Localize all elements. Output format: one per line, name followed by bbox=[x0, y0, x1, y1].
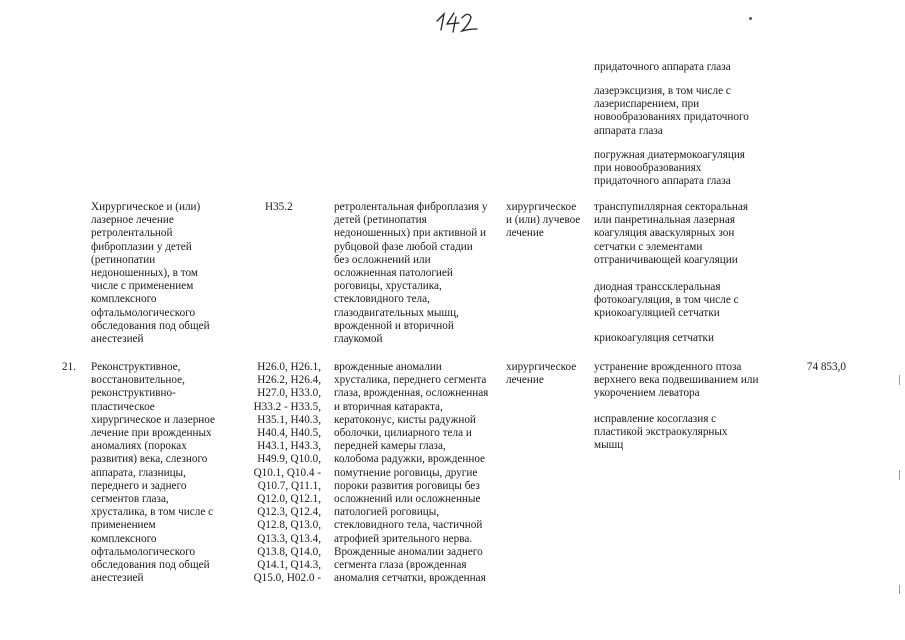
text-line: Q12.3, Q12.4, bbox=[257, 506, 321, 519]
method-block bbox=[594, 413, 728, 453]
text-line: H40.4, H40.5, bbox=[257, 427, 321, 440]
text-line: Q10.7, Q11.1, bbox=[257, 479, 321, 492]
text-line: хирургическое и лазерное bbox=[91, 413, 215, 426]
method-block bbox=[594, 361, 758, 401]
row-number: 21. bbox=[62, 361, 76, 373]
text-line: Q12.8, Q13.0, bbox=[257, 519, 321, 532]
page-number bbox=[432, 8, 480, 34]
text-line: Q12.0, Q12.1, bbox=[257, 493, 321, 506]
treatment-type bbox=[506, 361, 576, 387]
text-line: устранение врожденного птоза bbox=[594, 361, 742, 373]
text-line: отграничивающей коагуляции bbox=[594, 253, 738, 266]
method-block bbox=[594, 281, 739, 321]
text-line: аномалиях (пороках bbox=[91, 440, 187, 453]
text-line: детей (ретинопатия bbox=[334, 214, 427, 227]
text-line: восстановительное, bbox=[91, 374, 185, 387]
text-line: (ретинопатии bbox=[91, 253, 156, 266]
text-line: переднего и заднего bbox=[91, 479, 187, 492]
text-line: хрусталика, переднего сегмента bbox=[334, 374, 487, 387]
text-line: H49.9, Q10.0, bbox=[257, 453, 321, 466]
text-line: пороки развития роговицы без bbox=[334, 479, 480, 492]
patient-model bbox=[334, 361, 488, 585]
text-line: хирургическое bbox=[506, 201, 577, 213]
patient-model bbox=[334, 201, 487, 346]
handwritten-page-number-icon bbox=[432, 8, 480, 34]
text-line: фиброплазии у детей bbox=[91, 240, 192, 253]
text-line: придаточного аппарата глаза bbox=[594, 61, 731, 73]
text-line: пластическое bbox=[91, 400, 155, 413]
text-line: придаточного аппарата глаза bbox=[594, 175, 731, 188]
text-line: хирургическое bbox=[506, 361, 577, 373]
text-line: врожденной и вторичной bbox=[334, 319, 454, 332]
icd-codes bbox=[265, 201, 325, 214]
text-line: Врожденные аномалии заднего bbox=[334, 545, 483, 558]
text-line: реконструктивно- bbox=[91, 387, 176, 400]
text-line: кератоконус, кисты радужной bbox=[334, 413, 476, 426]
text-line: коагуляция аваскулярных зон bbox=[594, 227, 735, 240]
text-line: врожденные аномалии bbox=[334, 361, 442, 373]
text-line: обследования под общей bbox=[91, 319, 210, 332]
text-line: H35.1, H40.3, bbox=[257, 413, 321, 426]
text-line: криокоагуляцией сетчатки bbox=[594, 307, 720, 320]
text-line: Хирургическое и (или) bbox=[91, 201, 201, 213]
text-line: Q10.1, Q10.4 - bbox=[253, 466, 321, 479]
text-line: H27.0, H33.0, bbox=[257, 387, 321, 400]
text-line: пластикой экстраокулярных bbox=[594, 426, 728, 439]
text-line: аномалия сетчатки, врожденная bbox=[334, 572, 486, 585]
text-line: транспупиллярная секторальная bbox=[594, 201, 749, 213]
treatment-type bbox=[506, 201, 580, 241]
text-line: патологией роговицы, bbox=[334, 506, 440, 519]
text-line: и (или) лучевое bbox=[506, 214, 581, 227]
text-line: стекловидного тела, частичной bbox=[334, 519, 483, 532]
text-line: осложнений или осложненные bbox=[334, 493, 481, 506]
text-line: аппарата глаза bbox=[594, 124, 663, 137]
text-line: ретролентальная фиброплазия у bbox=[334, 201, 488, 213]
text-line: верхнего века подвешиванием или bbox=[594, 374, 759, 387]
text-line: помутнение роговицы, другие bbox=[334, 466, 478, 479]
text-line: атрофией зрительного нерва. bbox=[334, 532, 473, 545]
text-line: применением bbox=[91, 519, 156, 532]
text-line: глазодвигательных мышц, bbox=[334, 306, 459, 319]
text-line: колобома радужки, врожденное bbox=[334, 453, 486, 466]
scan-edge-mark bbox=[899, 375, 900, 385]
text-line: анестезией bbox=[91, 333, 144, 346]
text-line: недоношенных) при активной и bbox=[334, 227, 486, 240]
text-line: H26.0, H26.1, bbox=[257, 361, 321, 373]
text-line: сегментов глаза, bbox=[91, 493, 169, 506]
text-line: анестезией bbox=[91, 572, 144, 585]
text-line: стекловидного тела, bbox=[334, 293, 430, 306]
text-line: сетчатки с элементами bbox=[594, 240, 703, 253]
text-line: осложненная патологией bbox=[334, 267, 453, 280]
method-block bbox=[594, 61, 731, 74]
text-line: погружная диатермокоагуляция bbox=[594, 149, 745, 161]
text-line: H35.2 bbox=[265, 201, 293, 213]
text-line: исправление косоглазия с bbox=[594, 413, 717, 425]
text-line: числе с применением bbox=[91, 280, 194, 293]
text-line: передней камеры глаза, bbox=[334, 440, 446, 453]
text-line: ретролентальной bbox=[91, 227, 173, 240]
text-line: офтальмологического bbox=[91, 306, 196, 319]
text-line: обследования под общей bbox=[91, 559, 210, 572]
text-line: лазерэксцизия, в том числе с bbox=[594, 85, 731, 97]
text-line: новообразованиях придаточного bbox=[594, 111, 749, 124]
text-line: лечение bbox=[506, 227, 544, 240]
text-line: фотокоагуляция, в том числе с bbox=[594, 294, 739, 307]
text-line: комплексного bbox=[91, 293, 157, 306]
text-line: Q13.3, Q13.4, bbox=[257, 532, 321, 545]
text-line: лечение при врожденных bbox=[91, 427, 212, 440]
text-line: Q15.0, H02.0 - bbox=[253, 572, 321, 585]
scan-edge-mark bbox=[899, 470, 900, 480]
scan-dot bbox=[749, 17, 752, 20]
text-line: комплексного bbox=[91, 532, 157, 545]
text-line: Реконструктивное, bbox=[91, 361, 181, 373]
text-line: оболочки, цилиарного тела и bbox=[334, 427, 472, 440]
text-line: хрусталика, в том числе с bbox=[91, 506, 214, 519]
text-line: или панретинальная лазерная bbox=[594, 214, 735, 227]
text-line: и вторичная катаракта, bbox=[334, 400, 443, 413]
care-type-name bbox=[91, 201, 210, 346]
icd-codes bbox=[233, 361, 321, 585]
text-line: офтальмологического bbox=[91, 545, 196, 558]
method-block bbox=[594, 332, 714, 345]
method-block bbox=[594, 201, 748, 267]
text-line: глаукомой bbox=[334, 333, 383, 346]
text-line: лечение bbox=[506, 374, 544, 387]
text-line: лазерное лечение bbox=[91, 214, 174, 227]
text-line: развития) века, слезного bbox=[91, 453, 208, 466]
scan-edge-mark bbox=[899, 585, 900, 594]
care-type-name bbox=[91, 361, 215, 585]
text-line: H26.2, H26.4, bbox=[257, 374, 321, 387]
text-line: роговицы, хрусталика, bbox=[334, 280, 442, 293]
text-line: диодная транссклеральная bbox=[594, 281, 721, 293]
method-block bbox=[594, 85, 749, 138]
text-line: при новообразованиях bbox=[594, 162, 702, 175]
financial-norm: 74 853,0 bbox=[806, 361, 846, 373]
text-line: рубцовой фазе любой стадии bbox=[334, 240, 473, 253]
text-line: глаза, врожденная, осложненная bbox=[334, 387, 489, 400]
text-line: недоношенных), в том bbox=[91, 267, 198, 280]
text-line: мышц bbox=[594, 439, 624, 452]
text-line: криокоагуляция сетчатки bbox=[594, 332, 714, 344]
text-line: без осложнений или bbox=[334, 253, 431, 266]
method-block bbox=[594, 149, 745, 189]
text-line: Q14.1, Q14.3, bbox=[257, 559, 321, 572]
text-line: Q13.8, Q14.0, bbox=[257, 545, 321, 558]
text-line: H43.1, H43.3, bbox=[257, 440, 321, 453]
text-line: H33.2 - H33.5, bbox=[253, 400, 321, 413]
text-line: укорочением леватора bbox=[594, 387, 700, 400]
text-line: лазериспарением, при bbox=[594, 98, 700, 111]
text-line: сегмента глаза (врожденная bbox=[334, 559, 467, 572]
text-line: аппарата, глазницы, bbox=[91, 466, 186, 479]
